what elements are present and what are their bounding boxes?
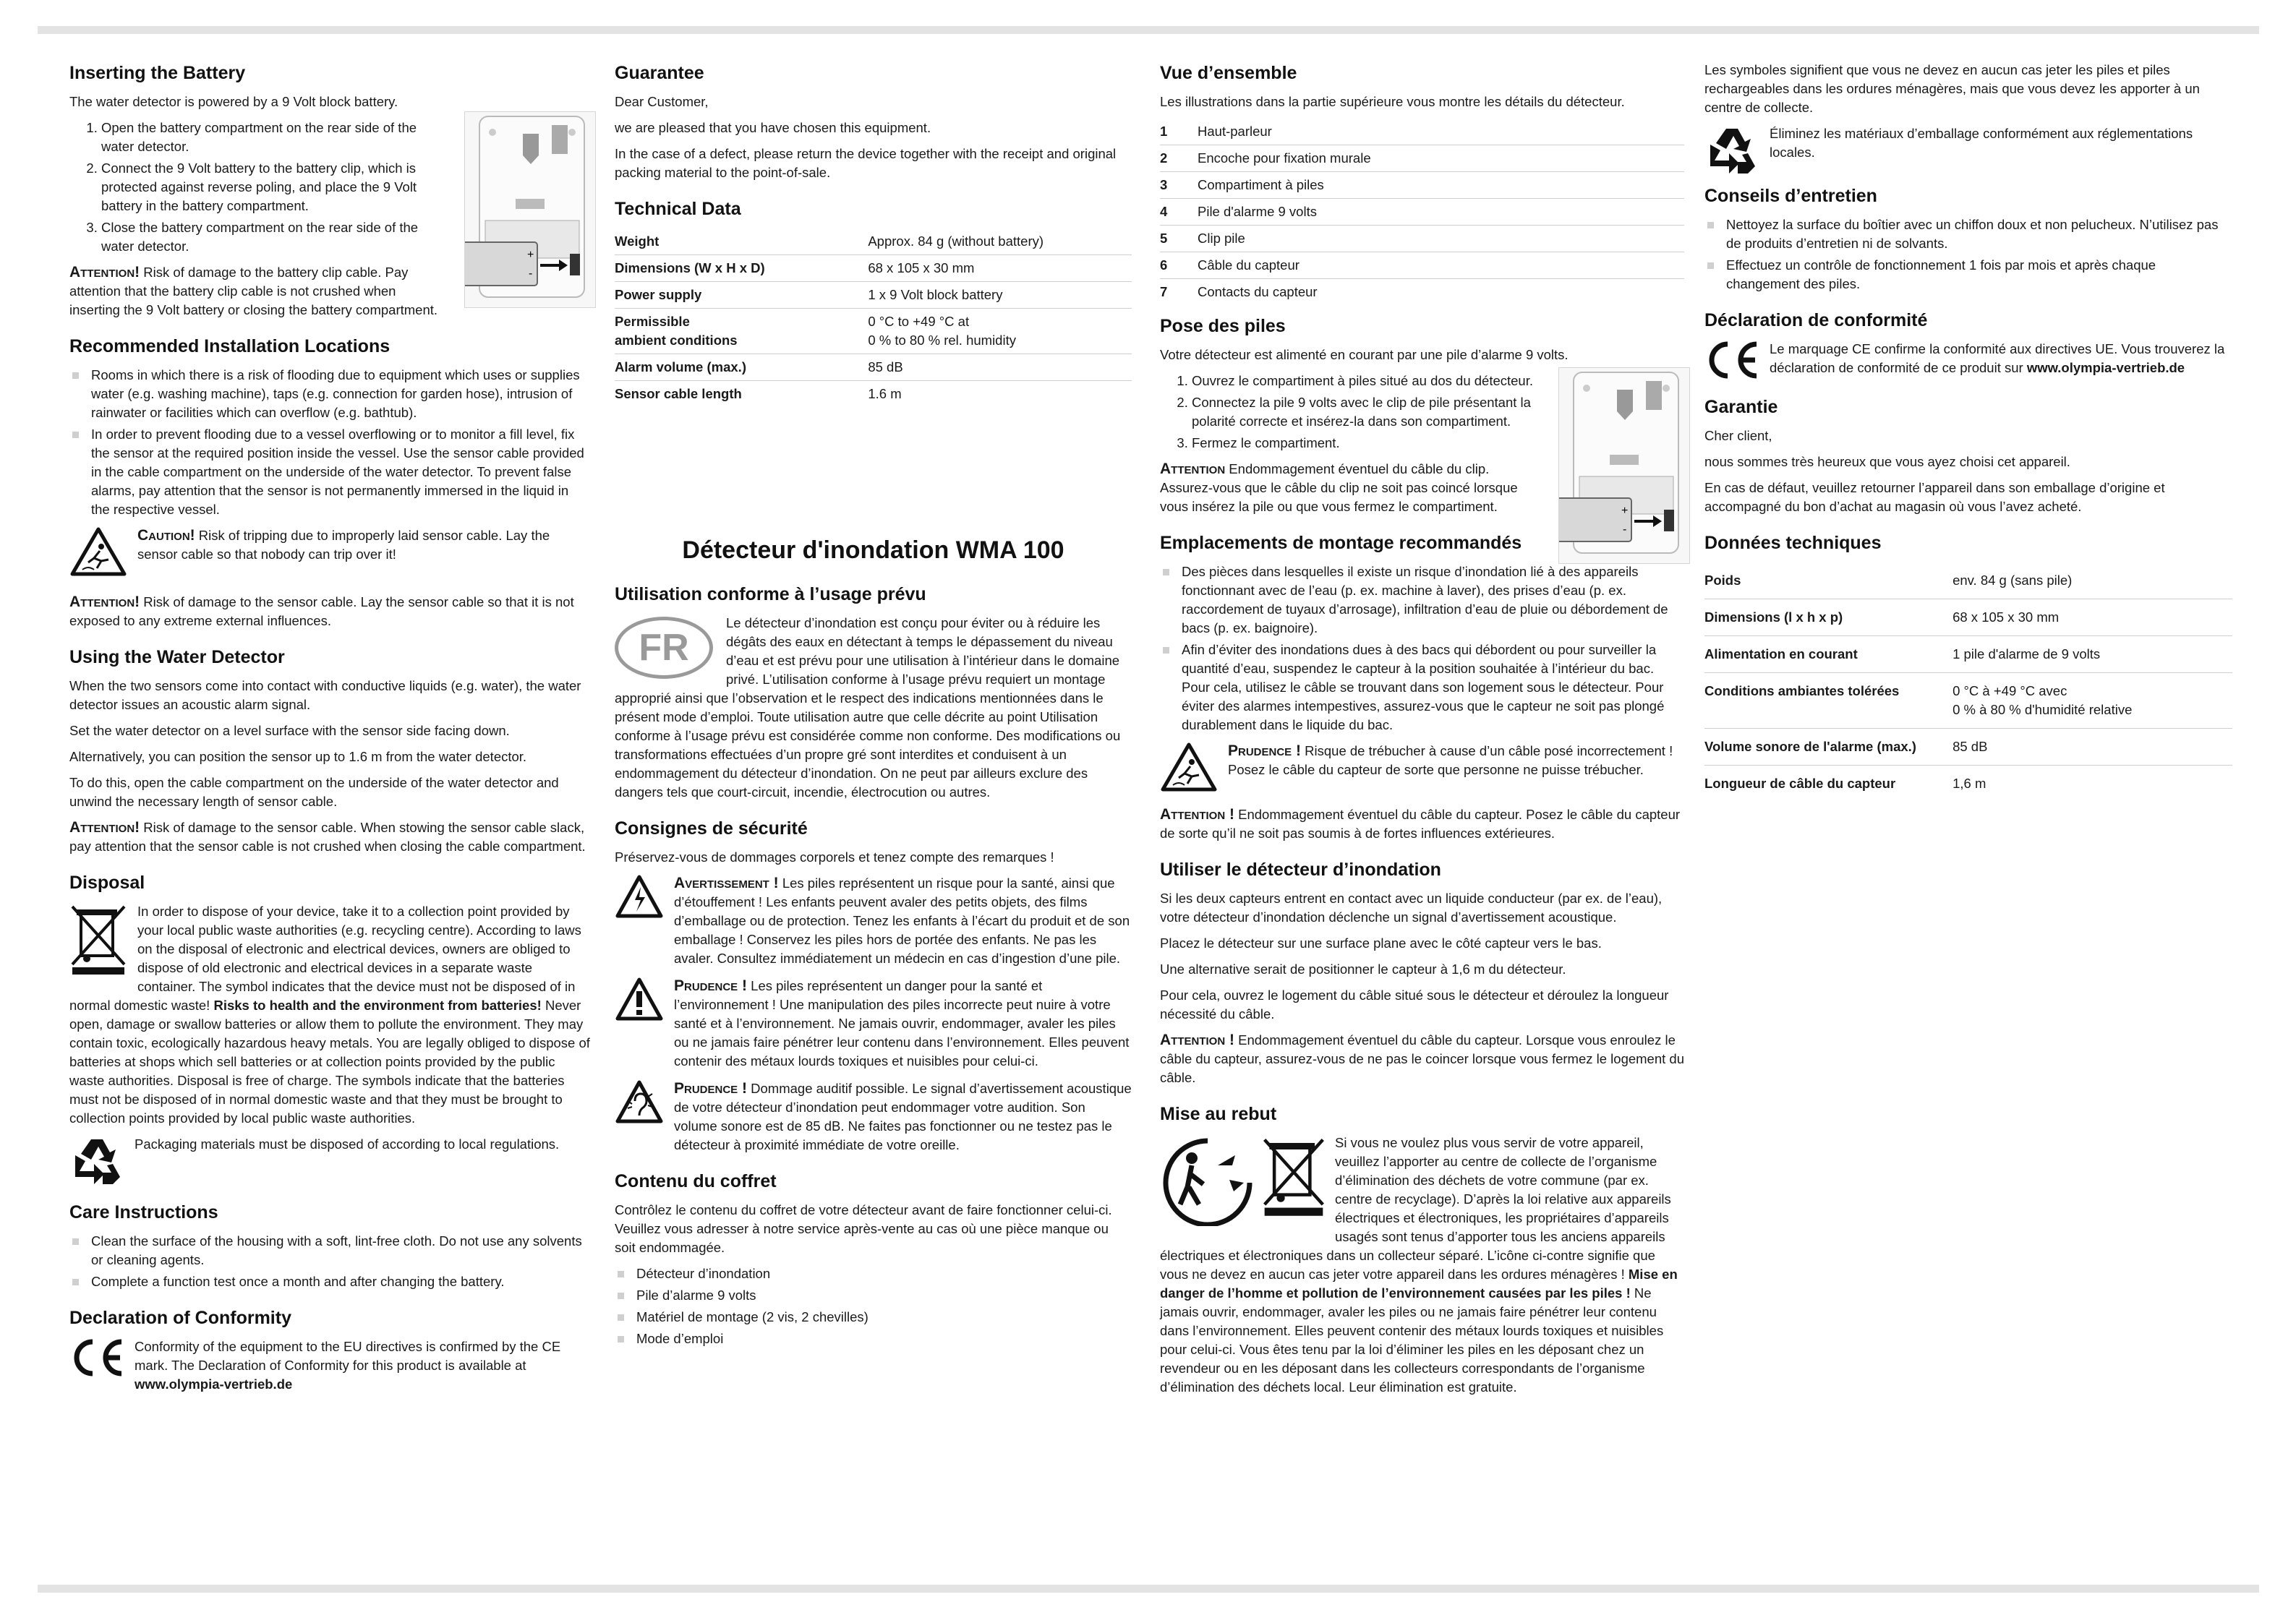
using-attention [1160,1031,1684,1087]
safety-intro: Préservez-vous de dommages corporels et tenez compte des remarques ! [615,849,1054,865]
disposal-text-2: Never open, damage or swallow batteries or allow them to pollute the environment. They may contain toxic, ecologically hazardous heavy metals. You are legally obliged to dispose of batteries at shops which sell batteries or at collection points provided by the public waste authorities. Disposal is free of charge. The symbols indicate that the batteries must not be disposed of in normal domestic waste and that they must be brought to collection points provided by local public waste authorities. [69,998,590,1126]
attention-text: Risk of damage to the sensor cable. When stowing the sensor cable slack, pay attention that the sensor cable is not crushed when closing the cable compartment. [69,820,586,854]
list-item: Matériel de montage (2 vis, 2 chevilles) [615,1308,1132,1327]
attention-text: Endommagement éventuel du câble du capteur. Posez le câble du capteur de sorte qu’il ne soit pas soumis à de fortes influences extérieures. [1160,807,1681,841]
svg-text:-: - [1623,523,1627,536]
section-utiliser [1160,857,1684,1087]
column-english-1 [69,61,590,1408]
caution-text: Dommage auditif possible. Le signal d’avertissement acoustique de votre détecteur d’inondation peut endommager votre audition. Son volume sonore est de 85 dB. Ne faites pas fonctionner ou ne testez pas le détecteur à proximité immédiate de votre oreille. [674,1081,1132,1152]
spec-key: Poids [1704,562,1953,599]
table-row [1704,729,2232,766]
attention-text: Risk of damage to the battery clip cable. Pay attention that the battery clip cable is not crushed when inserting the 9 Volt battery or closing the battery compartment. [69,265,438,317]
section-pose-piles [1160,314,1684,536]
battery-step: 1. Open the battery compartment on the rear side of the water detector. [101,119,445,156]
section-declaration [1704,308,2232,380]
spec-value: 1 x 9 Volt block battery [868,282,1132,309]
spec-key: Dimensions (l x h x p) [1704,599,1953,636]
spec-value: env. 84 g (sans pile) [1953,562,2232,599]
list-item: Clean the surface of the housing with a soft, lint-free cloth. Do not use any solvents or cleaning agents. [69,1232,590,1269]
warning-row [615,874,1132,968]
heading-montage: Emplacements de montage recommandés [1160,533,1522,553]
part-name: Pile d'alarme 9 volts [1198,204,1317,219]
spec-key: Weight [615,228,868,255]
list-item [1160,226,1684,252]
fr-badge [615,617,713,679]
warning-text: Les piles représentent un risque pour la santé, ainsi que d’étouffement ! Les enfants peuvent avaler des petits objets, des films d’emballage ou de protection. Tenez les enfants à l’écart du produit et de son emballage ! Conservez les piles hors de portée des enfants. Ne pas les avaler. Consultez immédiatement un médecin en cas d’ingestion d’une pile. [674,875,1130,966]
donnees-techniques-table [1704,562,2232,802]
spec-key: Sensor cable length [615,386,742,401]
caution-label: Prudence ! [674,1080,748,1097]
section-overview [1160,61,1684,305]
list-item [1160,279,1684,305]
packaging-row [1704,124,2232,175]
part-name: Contacts du capteur [1198,284,1318,299]
spec-value: 68 x 105 x 30 mm [868,255,1132,282]
heading-disposal: Disposal [69,873,145,893]
caution-paragraph [137,526,590,564]
heading-installation-locations: Recommended Installation Locations [69,336,391,356]
conformity-row [1704,340,2232,380]
using-paragraph: Une alternative serait de positionner le capteur à 1,6 m du détecteur. [1160,962,1566,977]
heading-package-contents: Contenu du coffret [615,1171,777,1191]
installation-list [69,366,590,519]
conformity-body: Conformity of the equipment to the EU directives is confirmed by the CE mark. The Declaration of Conformity for this product is available at [135,1339,561,1373]
caution-text: Risk of tripping due to improperly laid sensor cable. Lay the sensor cable so that nobody can trip over it! [137,528,550,562]
conformity-text [1770,340,2232,377]
spec-key: Alarm volume (max.) [615,354,868,381]
conformity-url: www.olympia-vertrieb.de [135,1376,293,1392]
spec-value: Approx. 84 g (without battery) [868,228,1132,255]
heading-conseils: Conseils d’entretien [1704,186,1877,206]
using-paragraph: Placez le détecteur sur une surface plane avec le côté capteur vers le bas. [1160,935,1602,951]
using-paragraph: When the two sensors come into contact with conductive liquids (e.g. water), the water detector issues an acoustic alarm signal. [69,678,581,712]
part-number: 2 [1160,150,1168,166]
bottom-band [38,1585,2259,1593]
battery-step: 2. Connect the 9 Volt battery to the battery clip, which is protected against reverse poling, and place the 9 Volt battery in the battery compartment. [101,159,445,215]
technical-data-table [615,228,1132,407]
table-row [615,255,1132,282]
column-french-2 [1160,61,1684,1411]
spec-key: Power supply [615,282,868,309]
top-band [38,26,2259,34]
section-installation-locations [69,334,590,630]
table-row [615,282,1132,309]
hearing-row [615,1079,1132,1155]
tripping-caution [69,526,590,577]
list-item: Des pièces dans lesquelles il existe un risque d’inondation lié à des appareils fonctionnant avec de l’eau (p. ex. machine à laver), des prises d’eau (p. ex. raccordement de tuyaux d’arrosage), infiltration d’eau de pluie ou débordement de bacs (p. ex. baignoire). [1160,562,1684,638]
spec-value: 0 °C to +49 °C at 0 % to 80 % rel. humidity [868,309,1132,354]
section-technical-data [615,197,1132,407]
hearing-damage-icon [615,1079,664,1124]
guarantee-paragraph: Dear Customer, [615,94,709,109]
battery-step: 1. Ouvrez le compartiment à piles situé au dos du détecteur. [1192,372,1540,390]
using-paragraph: Pour cela, ouvrez le logement du câble situé sous le détecteur et déroulez la longueur nécessité du câble. [1160,988,1669,1022]
warning-label: Avertissement ! [674,875,779,891]
spec-key: Dimensions (W x H x D) [615,255,868,282]
svg-text:+: + [527,249,534,261]
spec-key: Alimentation en courant [1704,636,1953,673]
heading-declaration: Déclaration de conformité [1704,310,1928,330]
spec-value: 1,6 m [1953,776,1986,791]
list-item: Rooms in which there is a risk of flooding due to equipment which uses or supplies water (e.g. washing machine), taps (e.g. connection for garden hose), intrusion of rainwater or facilities which can overflow (e.g. bathtub). [69,366,590,422]
attention-label: Attention ! [1160,806,1234,823]
disposal-risk-bold: Mise en danger de l’homme et pollution de l’environnement causées par les piles ! [1160,1267,1678,1301]
part-number: 3 [1160,177,1168,192]
spec-key: Permissible ambient conditions [615,309,868,354]
list-item [1160,145,1684,172]
spec-value: 85 dB [1953,729,2232,766]
list-item [1160,172,1684,199]
list-item [1160,199,1684,226]
table-row [1704,599,2232,636]
part-number: 5 [1160,231,1168,246]
using-paragraph: To do this, open the cable compartment on the underside of the water detector and unwind the necessary length of sensor cable. [69,775,559,809]
packaging-row [69,1135,590,1186]
tripping-caution [1160,742,1684,792]
tripping-hazard-icon [69,526,127,577]
heading-technical-data: Technical Data [615,199,741,219]
list-item: Détecteur d’inondation [615,1264,1132,1283]
part-name: Haut-parleur [1198,124,1272,139]
section-package-contents [615,1169,1132,1348]
using-paragraph: Alternatively, you can position the sensor up to 1.6 m from the water detector. [69,749,527,764]
section-using-detector [69,645,590,856]
table-row [615,309,1132,354]
part-name: Encoche pour fixation murale [1198,150,1371,166]
using-paragraph: Si les deux capteurs entrent en contact avec un liquide conducteur (par ex. de l’eau), votre détecteur d’inondation déclenche un signal d’avertissement acoustique. [1160,891,1663,925]
table-row [615,354,1132,381]
spec-value: 1.6 m [868,386,902,401]
electric-hazard-icon [615,874,664,919]
garantie-paragraph: nous sommes très heureux que vous ayez choisi cet appareil. [1704,454,2070,469]
disposal-text-1: Si vous ne voulez plus vous servir de votre appareil, veuillez l’apporter au centre de collecte de l’organisme d’élimination des déchets de votre commune (par ex. centre de recyclage). D’après la loi relative aux appareils électriques et électroniques, les propriétaires d’appareils usagés sont tenus d’apporter tous les anciens appareils électriques et électroniques dans un collecteur séparé. L’icône ci-contre signifie que vous ne devez en aucun cas jeter votre appareil dans les ordures ménagères ! [1160,1135,1671,1282]
attention-text: Risk of damage to the sensor cable. Lay the sensor cable so that it is not exposed to any extreme external influences. [69,594,574,628]
fr-badge-label: FR [639,627,689,669]
list-item: Mode d’emploi [615,1329,1132,1348]
garantie-paragraph: En cas de défaut, veuillez retourner l’appareil dans son emballage d’origine et accompagné du bon d’achat au magasin où vous l’avez acheté. [1704,480,2165,514]
heading-intended-use: Utilisation conforme à l’usage prévu [615,584,926,604]
list-item: Complete a function test once a month and after changing the battery. [69,1272,590,1291]
section-disposal [69,870,590,1186]
triman-icon [1160,1136,1255,1226]
part-name: Compartiment à piles [1198,177,1324,192]
heading-safety: Consignes de sécurité [615,818,808,839]
heading-mise-au-rebut: Mise au rebut [1160,1104,1277,1124]
crossed-bin-icon [1261,1136,1326,1217]
caution-label: Caution! [137,527,195,544]
attention-text: Endommagement éventuel du câble du clip. Assurez-vous que le câble du clip ne soit pas coincé lorsque vous insérez la pile ou que vous fermez le compartiment. [1160,461,1518,514]
guarantee-paragraph: In the case of a defect, please return the device together with the receipt and original packing material to the point-of-sale. [615,146,1117,180]
ce-mark-icon [69,1337,124,1378]
device-battery-illustration [1558,367,1690,564]
conseils-list [1704,215,2232,294]
section-conformity [69,1306,590,1394]
part-name: Câble du capteur [1198,257,1299,273]
part-name: Clip pile [1198,231,1245,246]
device-battery-illustration [464,111,596,308]
list-item [1160,119,1684,145]
heading-utiliser: Utiliser le détecteur d’inondation [1160,860,1441,880]
battery-step: 3. Close the battery compartment on the rear side of the water detector. [101,218,445,256]
list-item: Pile d’alarme 9 volts [615,1286,1132,1305]
part-number: 6 [1160,257,1168,273]
caution-label: Prudence ! [1228,742,1302,759]
using-paragraph: Set the water detector on a level surface with the sensor side facing down. [69,723,510,738]
caution-row [615,977,1132,1071]
attention-label: Attention [1160,461,1226,477]
care-list [69,1232,590,1291]
list-item: In order to prevent flooding due to a vessel overflowing or to monitor a fill level, fix the sensor at the required position inside the vessel. Use the sensor cable provided in the cable compartment on the underside of the water detector. To prevent false alarms, pay attention that the sensor is not permanently immersed in the liquid in the respective vessel. [69,425,590,519]
svg-text:-: - [529,267,533,280]
contents-list [615,1264,1132,1348]
spec-value: 0 °C à +49 °C avec 0 % à 80 % d'humidité relative [1953,673,2232,729]
guarantee-paragraph: we are pleased that you have chosen this equipment. [615,120,931,135]
table-row [1704,562,2232,599]
attention-text: Endommagement éventuel du câble du capteur. Lorsque vous enroulez le câble du capteur, assurez-vous de ne pas le coincer lorsque vous fermez le logement du câble. [1160,1032,1684,1085]
table-row [1704,673,2232,729]
spec-value: 85 dB [868,354,1132,381]
section-intended-use [615,582,1132,802]
caution-paragraph [674,977,1132,1071]
using-attention [69,818,590,856]
section-inserting-battery [69,61,590,320]
list-item: Effectuez un contrôle de fonctionnement 1 fois par mois et après chaque changement des piles. [1704,256,2232,294]
spec-key: Volume sonore de l'alarme (max.) [1704,729,1953,766]
section-garantie [1704,395,2232,516]
tripping-hazard-icon [1160,742,1218,792]
caution-label: Prudence ! [674,977,748,994]
heading-care: Care Instructions [69,1202,218,1222]
intended-use-text: Le détecteur d’inondation est conçu pour éviter ou à réduire les dégâts des eaux en détectant à temps le dépassement du niveau d’eau et est prévu pour une utilisation à l’intérieur dans le domaine privé. L’utilisation conforme à l’usage prévu requiert un montage approprié ainsi que l’observation et le respect des indications mentionnées dans le présent mode d’emploi. Toute utilisation autre que celle décrite au point Utilisation conforme à l’usage prévu est considérée comme non conforme. Des modifications ou transformations effectuées d’un propre gré sont interdites et conduisent à un endommagement du détecteur d’inondation. On ne peut par ailleurs exclure des dangers tels que court-circuit, incendie, électrocution ou autres. [615,615,1121,800]
section-care [69,1200,590,1291]
section-guarantee [615,61,1132,182]
recycling-icon [1704,124,1759,175]
disposal-text-2: Ne jamais ouvrir, endommager, avaler les piles ou ne jamais faire pénétrer leur contenu dans l’environnement. Elles peuvent contenir des métaux lourds toxiques et nuisibles pour celui-ci. Vous êtes tenu par la loi d’éliminer les piles en les déposant chez un revendeur ou en les déposant dans les collecteurs correspondants de l’organisme d’élimination des déchets local. Leur élimination est gratuite. [1160,1285,1664,1395]
table-row [615,381,1132,408]
garantie-paragraph: Cher client, [1704,428,1772,443]
table-row [615,228,1132,255]
montage-list [1160,562,1684,735]
heading-donnees-techniques: Données techniques [1704,533,1882,553]
part-number: 4 [1160,204,1168,219]
list-item [1160,252,1684,279]
part-number: 7 [1160,284,1168,299]
table-row [1704,636,2232,673]
exclamation-hazard-icon [615,977,664,1022]
heading-using-detector: Using the Water Detector [69,647,285,667]
spec-value: 68 x 105 x 30 mm [1953,599,2232,636]
attention-label: Attention ! [1160,1032,1234,1048]
column-english-2-french-1 [615,61,1132,1363]
section-conseils [1704,184,2232,294]
symbols-paragraph: Les symboles signifient que vous ne devez en aucun cas jeter les piles et piles rechargeables dans les ordures ménagères, mais que vous devez les apporter à un centre de collecte. [1704,62,2200,115]
disposal-risk-bold: Risks to health and the environment from batteries! [213,998,542,1013]
french-title: Détecteur d'inondation WMA 100 [682,536,1064,564]
montage-attention [1160,805,1684,843]
disposal-icons [1160,1136,1326,1226]
attention-label: Attention! [69,819,140,836]
heading-overview: Vue d’ensemble [1160,63,1297,83]
list-item: Nettoyez la surface du boîtier avec un chiffon doux et non pelucheux. N’utilisez pas de produits d’entretien ni de solvants. [1704,215,2232,253]
column-french-3 [1704,61,2232,816]
recycling-icon [69,1135,124,1186]
section-donnees-techniques [1704,531,2232,802]
svg-text:+: + [1621,505,1629,517]
battery-step: 2. Connectez la pile 9 volts avec le clip de pile présentant la polarité correcte et insérez-la dans son compartiment. [1192,393,1540,431]
conformity-row [69,1337,590,1394]
conformity-url: www.olympia-vertrieb.de [2026,360,2185,375]
heading-garantie: Garantie [1704,397,1778,417]
caution-text: Les piles représentent un danger pour la santé et l’environnement ! Une manipulation des piles incorrecte peut nuire à votre santé et à l’environnement. Ne jamais ouvrir, endommager, avaler les piles ou ne jamais faire pénétrer leur contenu dans l’environnement. Elles peuvent contenir des métaux lourds toxiques et nuisibles pour celui-ci. [674,978,1130,1069]
disposal-text-1: In order to dispose of your device, take it to a collection point provided by your local public waste authorities (e.g. recycling centre). According to laws on the disposal of electronic and electrical devices, owners are obliged to dispose of old electronic and electrical devices in a separate waste container. The symbol indicates that the device must not be disposed of in normal domestic waste! [69,904,581,1013]
spec-key: Longueur de câble du capteur [1704,776,1896,791]
caution-paragraph [1228,742,1684,779]
table-row [1704,766,2232,802]
conformity-body: Le marquage CE confirme la conformité aux directives UE. Vous trouverez la déclaration de conformité de ce produit sur [1770,341,2225,375]
ce-mark-icon [1704,340,1759,380]
heading-pose-piles: Pose des piles [1160,316,1286,336]
battery-step: 3. Fermez le compartiment. [1192,434,1540,453]
caution-text: Risque de trébucher à cause d’un câble posé incorrectement ! Posez le câble du capteur de sorte que personne ne puisse trébucher. [1228,743,1673,777]
disposal-paragraph [69,902,590,1128]
attention-label: Attention! [69,594,140,610]
heading-conformity: Declaration of Conformity [69,1308,291,1328]
heading-guarantee: Guarantee [615,63,704,83]
hearing-paragraph [674,1079,1132,1155]
parts-list [1160,119,1684,305]
part-number: 1 [1160,124,1168,139]
battery-intro: The water detector is powered by a 9 Volt block battery. [69,94,398,109]
heading-inserting-battery: Inserting the Battery [69,63,246,83]
section-safety [615,816,1132,1155]
contents-intro: Contrôlez le contenu du coffret de votre détecteur avant de faire fonctionner celui-ci. Veuillez vous adresser à notre service après-vente au cas où une pièce manque ou soit endommagée. [615,1202,1112,1255]
sensor-attention [69,593,590,630]
conformity-text [135,1337,590,1394]
packaging-text: Éliminez les matériaux d’emballage conformément aux réglementations locales. [1770,126,2193,160]
attention-label: Attention! [69,264,140,281]
spec-value: 1 pile d'alarme de 9 volts [1953,636,2232,673]
overview-intro: Les illustrations dans la partie supérieure vous montre les détails du détecteur. [1160,94,1625,109]
pose-intro: Votre détecteur est alimenté en courant par une pile d’alarme 9 volts. [1160,347,1569,362]
crossed-bin-icon [69,904,127,976]
list-item: Afin d’éviter des inondations dues à des bacs qui débordent ou pour surveiller la quantité d’eau, suspendez le capteur à la position souhaitée à l’intérieur du bac. Pour cela, utilisez le câble se trouvant dans son logement sous le détecteur. Pour éviter des alarmes intempestives, assurez-vous que le capteur ne soit pas plongé durablement dans le liquide du bac. [1160,641,1684,735]
section-mise-au-rebut [1160,1102,1684,1397]
warning-paragraph [674,874,1132,968]
section-montage [1160,531,1684,843]
spec-key: Conditions ambiantes tolérées [1704,673,1953,729]
packaging-text: Packaging materials must be disposed of according to local regulations. [135,1136,560,1152]
